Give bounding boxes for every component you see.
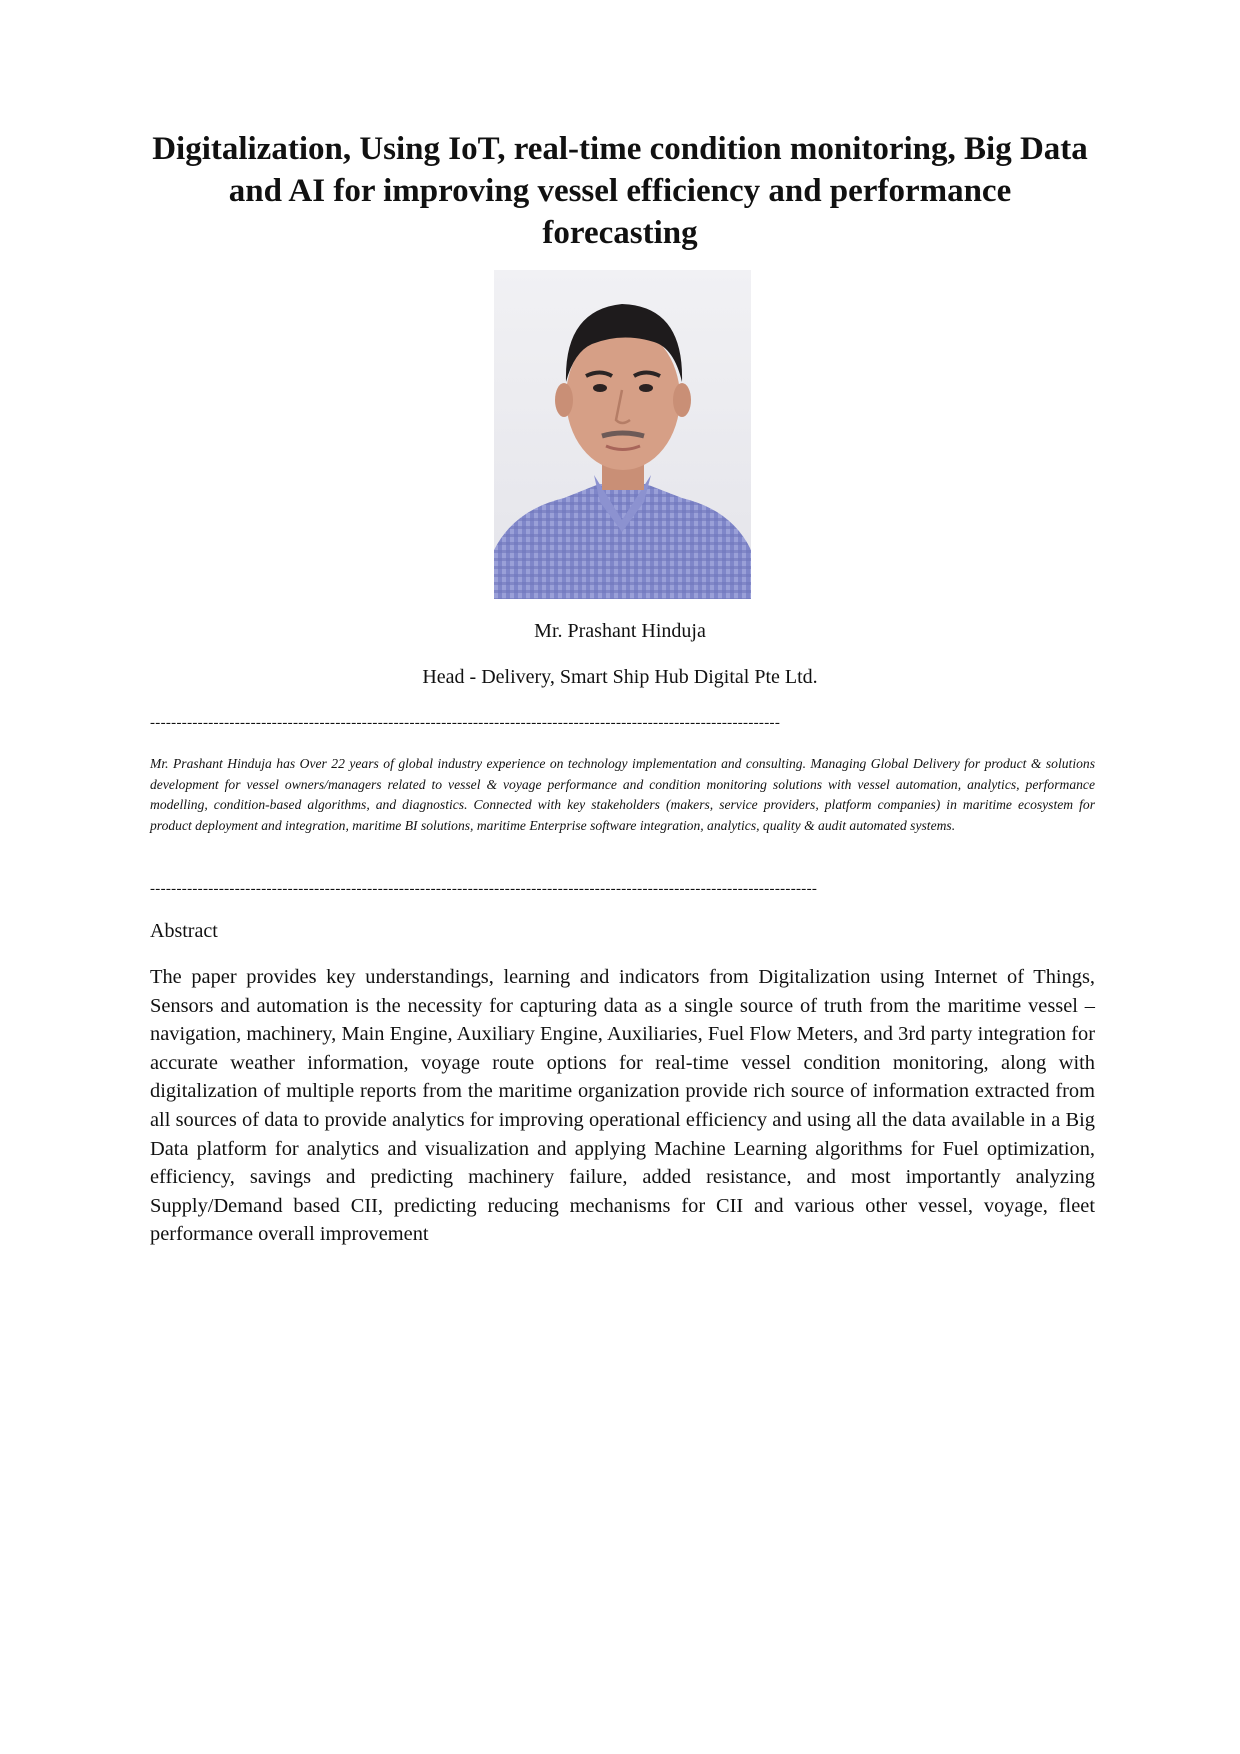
divider-top: ----------------------------------------------------------------------------------------------------------------------- (150, 715, 781, 731)
author-bio: Mr. Prashant Hinduja has Over 22 years of global industry experience on technology implementation and consulting. Managing Global Delivery for product & solutions development for vessel owners/managers related to vessel & voyage performance and condition monitoring solutions with vessel automation, analytics, performance modelling, condition-based algorithms, and diagnostics. Connected with key stakeholders (makers, service providers, platform companies) in maritime ecosystem for product deployment and integration, maritime BI solutions, maritime Enterprise software integration, analytics, quality & audit automated systems. (150, 756, 1095, 834)
abstract-body: The paper provides key understandings, learning and indicators from Digitalization using Internet of Things, Sensors and automation is the necessity for capturing data as a single source of truth from the maritime vessel – navigation, machinery, Main Engine, Auxiliary Engine, Auxiliaries, Fuel Flow Meters, and 3rd party integration for accurate weather information, voyage route options for real-time vessel condition monitoring, along with digitalization of multiple reports from the maritime organization provide rich source of information extracted from all sources of data to provide analytics for improving operational efficiency and using all the data available in a Big Data platform for analytics and visualization and applying Machine Learning algorithms for Fuel optimization, efficiency, savings and predicting machinery failure, added resistance, and most importantly analyzing Supply/Demand based CII, predicting reducing mechanisms for CII and various other vessel, voyage, fleet performance overall improvement (150, 966, 1095, 1246)
author-affiliation: Head - Delivery, Smart Ship Hub Digital Pte Ltd. (422, 666, 818, 688)
paper-title: Digitalization, Using IoT, real-time condition monitoring, Big Data and AI for improving vessel efficiency and performance forecasting (152, 131, 1088, 251)
author-name: Mr. Prashant Hinduja (534, 620, 706, 642)
abstract-heading: Abstract (150, 920, 218, 942)
author-photo (494, 270, 751, 599)
author-portrait-image (494, 270, 751, 599)
divider-bottom: ------------------------------------------------------------------------------------------------------------------------------ (150, 881, 818, 897)
